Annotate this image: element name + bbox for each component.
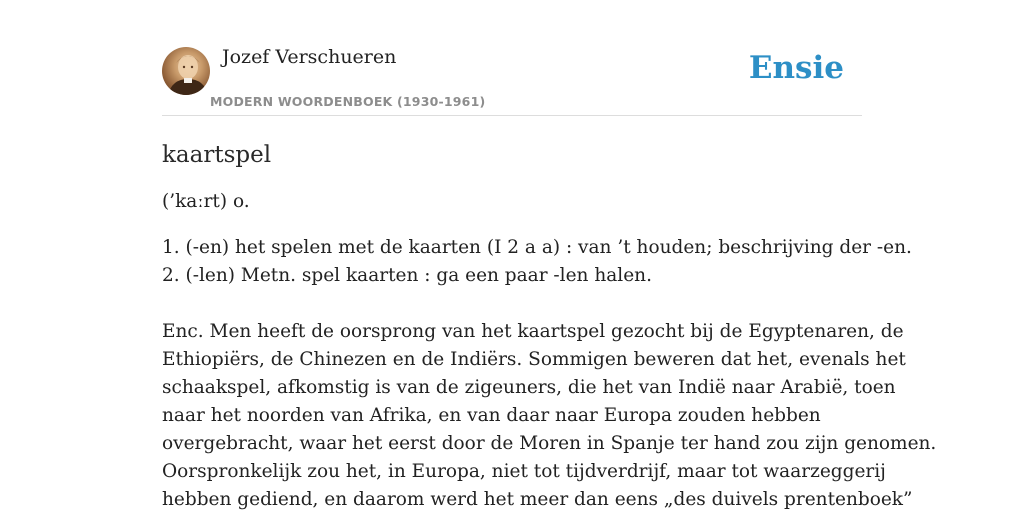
author-avatar[interactable] (162, 47, 210, 95)
ensie-logo[interactable]: Ensie (748, 50, 844, 86)
header-divider (162, 115, 862, 116)
definition-line: 1. (-en) het spelen met de kaarten (I 2 a a) : van ’t houden; beschrijving der -en. (162, 237, 912, 258)
encyclopedia-line: schaakspel, afkomstig is van de zigeuners, die het van Indië naar Arabië, toen (162, 377, 896, 398)
encyclopedia-line: Ethiopiërs, de Chinezen en de Indiërs. Sommigen beweren dat het, evenals het (162, 349, 906, 370)
encyclopedia-line: Enc. Men heeft de oorsprong van het kaartspel gezocht bij de Egyptenaren, de (162, 321, 904, 342)
entry-content (162, 138, 937, 512)
encyclopedia-line: Oorspronkelijk zou het, in Europa, niet tot tijdverdrijf, maar tot waarzeggerij (162, 461, 886, 482)
definition-line: 2. (-len) Metn. spel kaarten : ga een paar -len halen. (162, 265, 652, 286)
author-header (162, 44, 862, 116)
source-label[interactable]: MODERN WOORDENBOEK (1930-1961) (210, 94, 486, 109)
definitions (162, 234, 912, 290)
encyclopedia-line: naar het noorden van Afrika, en van daar naar Europa zouden hebben (162, 405, 821, 426)
entry-title: kaartspel (162, 142, 272, 168)
pronunciation: (’kaːrt) o. (162, 191, 250, 212)
author-name[interactable]: Jozef Verschueren (222, 46, 397, 68)
encyclopedia-text (162, 318, 937, 512)
encyclopedia-line: hebben gediend, en daarom werd het meer dan eens „des duivels prentenboek” (162, 489, 913, 510)
encyclopedia-line: overgebracht, waar het eerst door de Moren in Spanje ter hand zou zijn genomen. (162, 433, 937, 454)
portrait-icon (162, 47, 210, 95)
